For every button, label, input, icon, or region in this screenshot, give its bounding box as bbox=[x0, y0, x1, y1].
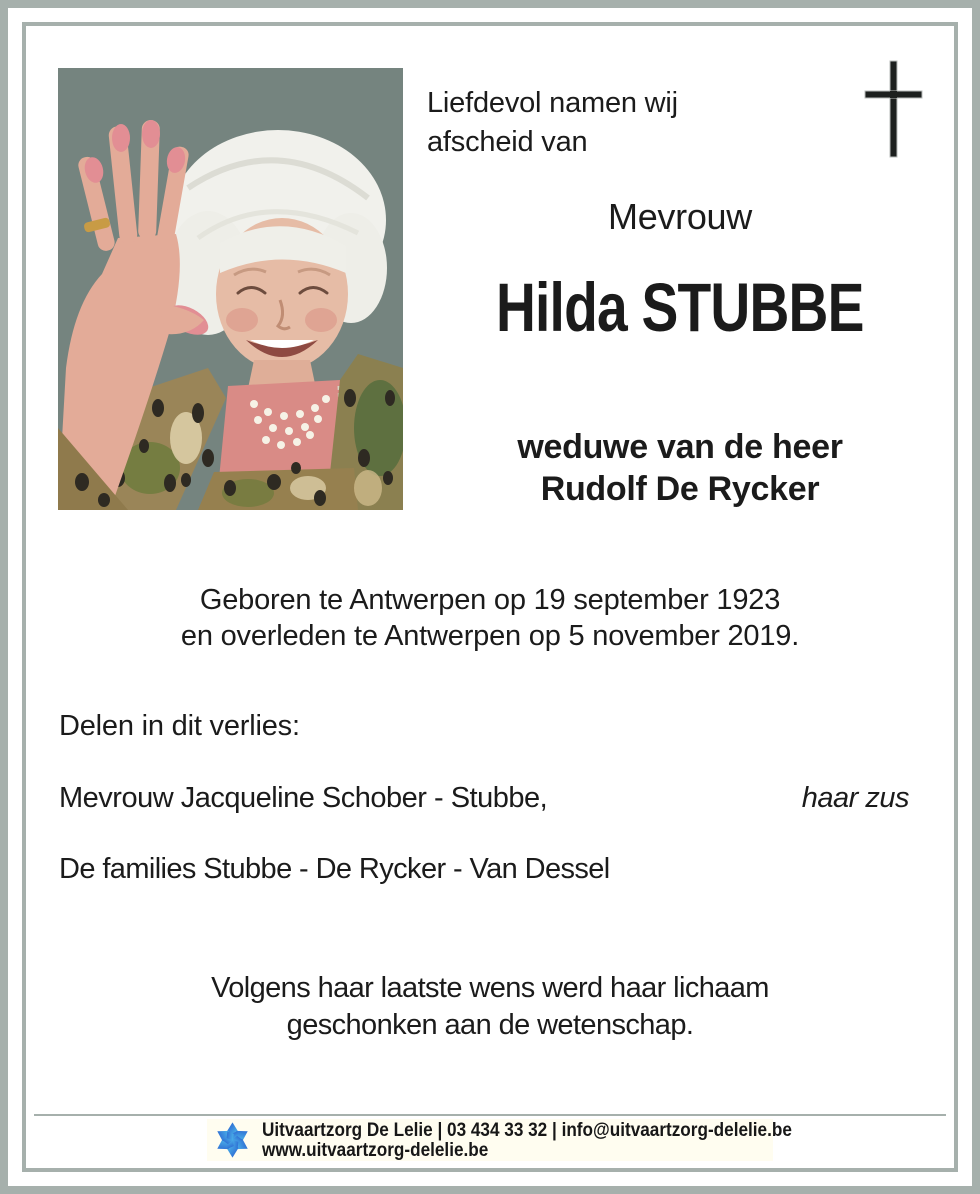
wish-line-2: geschonken aan de wetenschap. bbox=[286, 1009, 694, 1041]
wish-line-1: Volgens haar laatste wens werd haar lichaam bbox=[211, 972, 769, 1004]
relative-name: Mevrouw Jacqueline Schober - Stubbe, bbox=[59, 782, 548, 814]
deceased-name bbox=[435, 268, 925, 347]
deceased-name-text: Hilda STUBBE bbox=[496, 269, 864, 346]
birth-death-text bbox=[30, 582, 950, 654]
footer-contact-line: Uitvaartzorg De Lelie | 03 434 33 32 | info@uitvaartzorg-delelie.be bbox=[262, 1118, 792, 1141]
last-wish-text bbox=[30, 970, 950, 1044]
footer-text bbox=[262, 1120, 792, 1161]
funeral-home-footer bbox=[207, 1118, 792, 1161]
footer-website-line: www.uitvaartzorg-delelie.be bbox=[262, 1139, 489, 1161]
latin-cross-icon bbox=[862, 60, 924, 160]
portrait-photo bbox=[58, 68, 403, 510]
relative-row bbox=[59, 782, 909, 815]
salutation: Mevrouw bbox=[608, 196, 752, 237]
intro-text bbox=[427, 84, 678, 162]
de-lelie-flower-logo bbox=[214, 1121, 251, 1159]
intro-line-1: Liefdevol namen wij bbox=[427, 87, 678, 119]
footer-divider bbox=[34, 1114, 946, 1116]
birth-line: Geboren te Antwerpen op 19 september 1923 bbox=[199, 584, 781, 616]
widow-line-1: weduwe van de heer bbox=[517, 428, 843, 466]
death-line: en overleden te Antwerpen op 5 november 2019. bbox=[180, 620, 800, 652]
families-line: De families Stubbe - De Rycker - Van Dessel bbox=[59, 853, 610, 885]
share-heading: Delen in dit verlies: bbox=[59, 710, 300, 742]
widow-line-2: Rudolf De Rycker bbox=[540, 470, 820, 508]
intro-line-2: afscheid van bbox=[427, 126, 588, 158]
widow-of bbox=[435, 426, 925, 510]
relative-relation: haar zus bbox=[801, 782, 909, 814]
